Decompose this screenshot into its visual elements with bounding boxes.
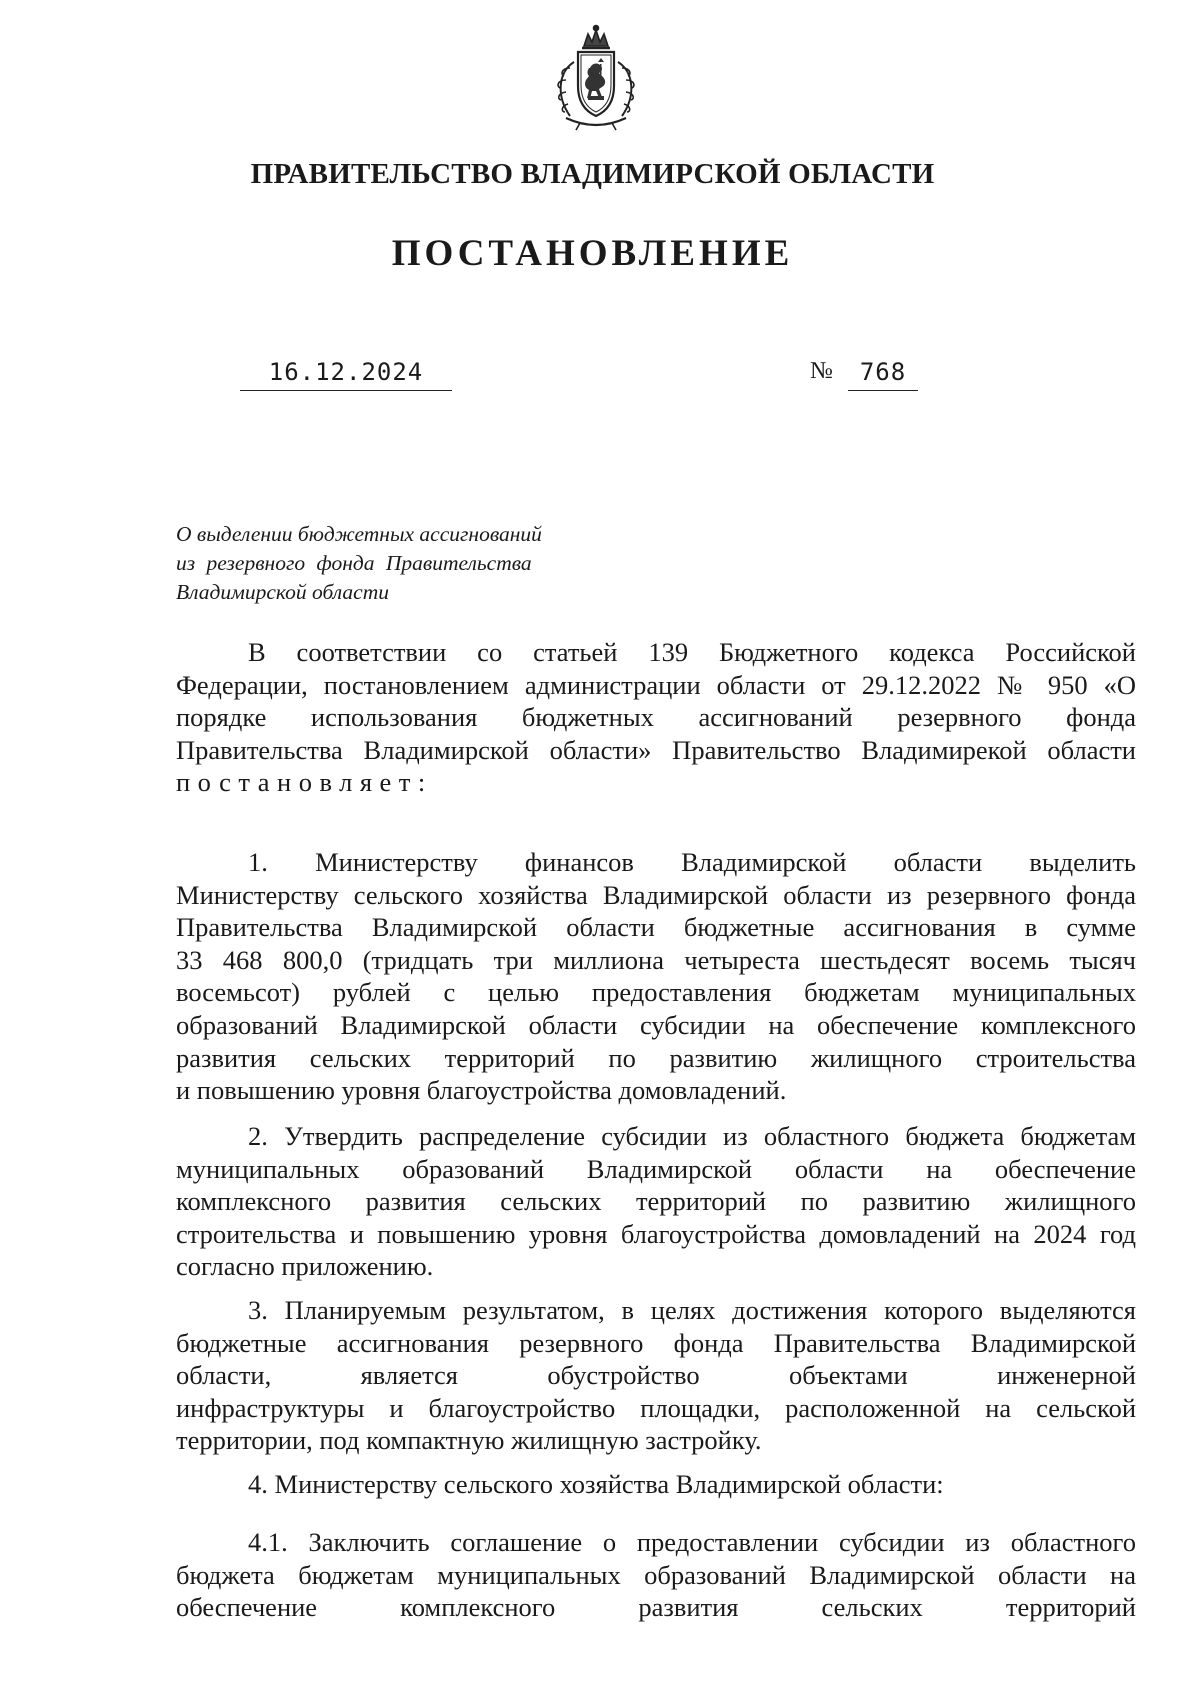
text-line: инфраструктуры и благоустройство площадки, расположенной на сельской xyxy=(176,1392,1136,1423)
paragraph-item-1 xyxy=(176,846,1136,1107)
document-number: 768 xyxy=(848,358,918,391)
document-type-title: ПОСТАНОВЛЕНИЕ xyxy=(391,233,794,274)
document-subject xyxy=(176,520,596,607)
subject-line: Владимирской области xyxy=(176,580,389,604)
text-line: Правительства Владимирской области» Правительство Владимирекой области xyxy=(176,734,1136,765)
text-line: обеспечение комплексного развития сельских территорий xyxy=(176,1592,1136,1623)
subject-line: из резервного фонда Правительства xyxy=(176,551,532,575)
number-sign: № xyxy=(810,358,833,384)
text-line: муниципальных образований Владимирской области на обеспечение xyxy=(176,1153,1136,1184)
document-date: 16.12.2024 xyxy=(240,358,452,391)
paragraph-item-2 xyxy=(176,1120,1136,1283)
text-line: Министерству сельского хозяйства Владимирской области из резервного фонда xyxy=(176,879,1136,910)
text-line: 4. Министерству сельского хозяйства Владимирской области: xyxy=(248,1469,944,1499)
text-line: 3. Планируемым результатом, в целях достижения которого выделяются xyxy=(248,1295,1136,1325)
text-line: бюджета бюджетам муниципальных образований Владимирской области на xyxy=(176,1559,1136,1590)
text-line: 1. Министерству финансов Владимирской области выделить xyxy=(248,847,1136,877)
paragraph-item-3 xyxy=(176,1294,1136,1457)
text-line: 4.1. Заключить соглашение о предоставлении субсидии из областного xyxy=(248,1527,1136,1557)
government-title: ПРАВИТЕЛЬСТВО ВЛАДИМИРСКОЙ ОБЛАСТИ xyxy=(250,158,935,190)
text-line: строительства и повышению уровня благоустройства домовладений на 2024 год xyxy=(176,1218,1136,1249)
text-line: образований Владимирской области субсидии на обеспечение комплексного xyxy=(176,1009,1136,1040)
text-line: восемьсот) рублей с целью предоставления бюджетам муниципальных xyxy=(176,977,1136,1008)
subject-line: О выделении бюджетных ассигнований xyxy=(176,522,542,546)
preamble-paragraph xyxy=(176,636,1136,799)
text-line: В соответствии со статьей 139 Бюджетного кодекса Российской xyxy=(248,637,1136,667)
text-line: развития сельских территорий по развитию жилищного строительства xyxy=(176,1042,1136,1073)
text-line: 33 468 800,0 (тридцать три миллиона четыреста шестьдесят восемь тысяч xyxy=(176,944,1136,975)
text-line: и повышению уровня благоустройства домовладений. xyxy=(176,1075,787,1106)
text-line: постановляет: xyxy=(176,767,433,798)
vladimir-oblast-coat-of-arms-icon xyxy=(536,24,656,134)
paragraph-item-4-1 xyxy=(176,1526,1136,1624)
text-line: области, является обустройство объектами инженерной xyxy=(176,1360,1136,1391)
text-line: Федерации, постановлением администрации области от 29.12.2022 № 950 «О xyxy=(176,669,1136,700)
text-line: бюджетные ассигнования резервного фонда Правительства Владимирской xyxy=(176,1327,1136,1358)
text-line: Правительства Владимирской области бюджетные ассигнования в сумме xyxy=(176,912,1136,943)
text-line: согласно приложению. xyxy=(176,1251,434,1282)
text-line: порядке использования бюджетных ассигнований резервного фонда xyxy=(176,702,1136,733)
text-line: 2. Утвердить распределение субсидии из областного бюджета бюджетам xyxy=(248,1121,1136,1151)
text-line: территории, под компактную жилищную застройку. xyxy=(176,1425,762,1456)
paragraph-item-4 xyxy=(176,1468,1136,1501)
text-line: комплексного развития сельских территорий по развитию жилищного xyxy=(176,1186,1136,1217)
